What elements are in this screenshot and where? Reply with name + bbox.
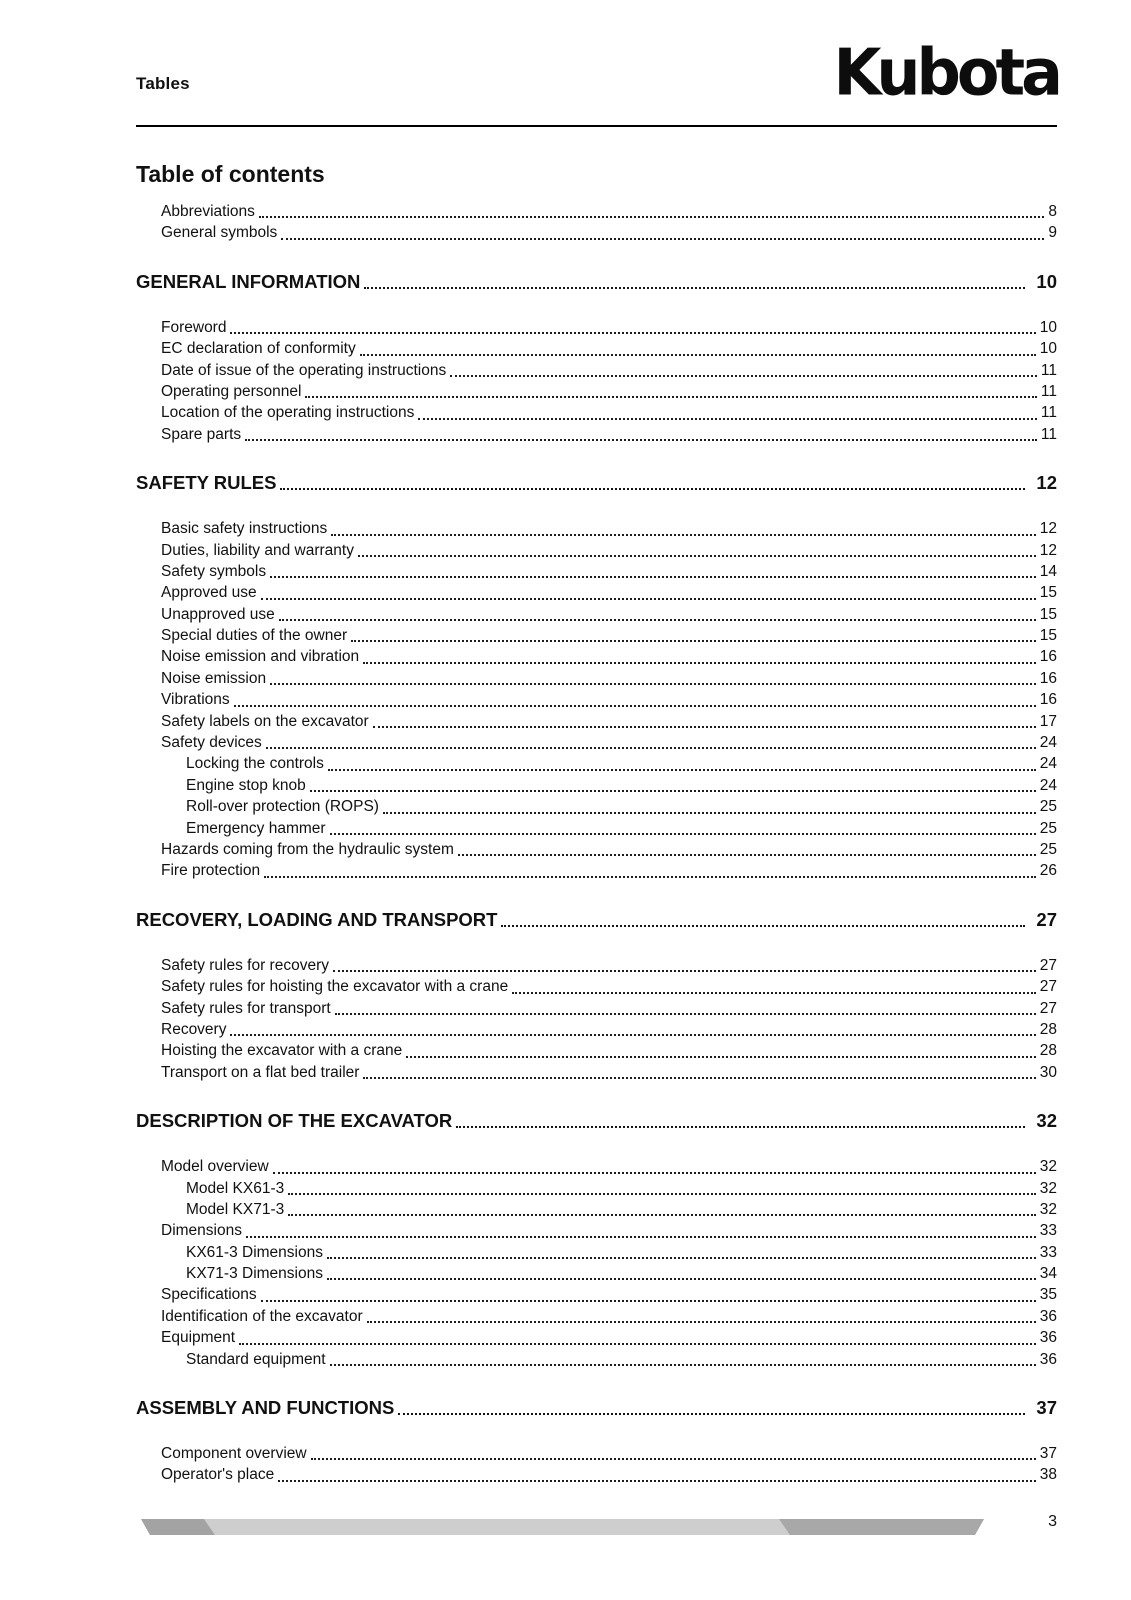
- dot-leader: [303, 381, 1038, 402]
- toc-item-label: KX61-3 Dimensions: [186, 1243, 323, 1261]
- toc-item-label: Fire protection: [161, 862, 261, 880]
- toc-item-page-number: 16: [1039, 669, 1057, 687]
- toc-entry-row[interactable]: [136, 1464, 1057, 1485]
- dot-leader: [277, 604, 1038, 625]
- toc-item-page-number: 11: [1040, 382, 1057, 400]
- toc-entry-row[interactable]: [136, 796, 1057, 817]
- toc-entry-row[interactable]: [136, 540, 1057, 561]
- dot-leader: [309, 1443, 1038, 1464]
- toc-item-page-number: 27: [1039, 978, 1057, 996]
- toc-item-label: Hazards coming from the hydraulic system: [161, 840, 454, 858]
- dot-leader: [228, 317, 1037, 338]
- toc-item-label: Special duties of the owner: [161, 627, 348, 645]
- toc-item-label: Recovery: [161, 1020, 227, 1038]
- toc-item-label: Spare parts: [161, 425, 242, 443]
- toc-item-label: Engine stop knob: [186, 776, 306, 794]
- toc-entry-row[interactable]: [136, 976, 1057, 997]
- toc-item-label: Safety symbols: [161, 562, 267, 580]
- toc-entry-row[interactable]: [136, 775, 1057, 796]
- dot-leader: [244, 1220, 1038, 1241]
- toc-item-label: Specifications: [161, 1286, 257, 1304]
- dot-leader: [499, 908, 1027, 932]
- toc-heading-row[interactable]: [136, 471, 1057, 495]
- toc-entry-row[interactable]: [136, 338, 1057, 359]
- toc-item-page-number: 27: [1036, 908, 1057, 930]
- dot-leader: [448, 360, 1039, 381]
- toc-item-page-number: 11: [1040, 361, 1057, 379]
- toc-item-page-number: 24: [1039, 755, 1057, 773]
- toc-item-label: Equipment: [161, 1329, 236, 1347]
- toc-item-page-number: 25: [1039, 819, 1057, 837]
- toc-item-page-number: 33: [1039, 1243, 1057, 1261]
- toc-item-page-number: 32: [1039, 1200, 1057, 1218]
- toc-entry-row[interactable]: [136, 753, 1057, 774]
- toc-entry-row[interactable]: [136, 424, 1057, 445]
- header-divider: [136, 125, 1057, 127]
- toc-entry-row[interactable]: [136, 668, 1057, 689]
- toc-item-label: Emergency hammer: [186, 819, 326, 837]
- dot-leader: [328, 1349, 1038, 1370]
- toc-entry-row[interactable]: [136, 561, 1057, 582]
- dot-leader: [404, 1040, 1038, 1061]
- toc-item-label: Component overview: [161, 1445, 307, 1463]
- toc-item-page-number: 32: [1036, 1110, 1057, 1132]
- toc-item-label: EC declaration of conformity: [161, 340, 356, 358]
- toc-item-page-number: 34: [1039, 1265, 1057, 1283]
- toc-entry-row[interactable]: [136, 625, 1057, 646]
- toc-item-page-number: 32: [1039, 1179, 1057, 1197]
- dot-leader: [278, 471, 1027, 495]
- toc-entry-row[interactable]: [136, 1156, 1057, 1177]
- dot-leader: [328, 818, 1038, 839]
- dot-leader: [329, 518, 1037, 539]
- toc-item-label: Transport on a flat bed trailer: [161, 1063, 360, 1081]
- toc-item-label: Safety rules for recovery: [161, 956, 329, 974]
- dot-leader: [237, 1327, 1038, 1348]
- dot-leader: [268, 561, 1038, 582]
- toc-entry-row[interactable]: [136, 402, 1057, 423]
- toc-item-label: Model KX61-3: [186, 1179, 285, 1197]
- toc-item-page-number: 9: [1048, 224, 1057, 242]
- dot-leader: [268, 668, 1038, 689]
- dot-leader: [232, 689, 1038, 710]
- toc-entry-row[interactable]: [136, 732, 1057, 753]
- dot-leader: [331, 955, 1038, 976]
- toc-item-label: Standard equipment: [186, 1350, 326, 1368]
- dot-leader: [361, 1062, 1037, 1083]
- table-of-contents: [136, 201, 1057, 1486]
- toc-item-page-number: 16: [1039, 691, 1057, 709]
- toc-item-page-number: 10: [1036, 270, 1057, 292]
- toc-entry-row[interactable]: [136, 839, 1057, 860]
- toc-entry-row[interactable]: [136, 381, 1057, 402]
- dot-leader: [286, 1178, 1038, 1199]
- toc-item-page-number: 27: [1039, 956, 1057, 974]
- toc-item-label: Identification of the excavator: [161, 1307, 363, 1325]
- toc-item-label: Model KX71-3: [186, 1200, 285, 1218]
- toc-item-label: Vibrations: [161, 691, 230, 709]
- toc-item-label: Noise emission: [161, 669, 267, 687]
- toc-item-page-number: 24: [1039, 776, 1057, 794]
- kubota-logo: Kubota: [833, 34, 1059, 111]
- toc-item-page-number: 15: [1039, 584, 1057, 602]
- toc-item-page-number: 30: [1039, 1063, 1057, 1081]
- toc-item-label: Locking the controls: [186, 755, 324, 773]
- toc-item-label: Date of issue of the operating instructions: [161, 361, 447, 379]
- toc-item-page-number: 17: [1039, 712, 1057, 730]
- toc-item-label: Dimensions: [161, 1222, 242, 1240]
- toc-item-label: Noise emission and vibration: [161, 648, 360, 666]
- toc-entry-row[interactable]: [136, 1019, 1057, 1040]
- dot-leader: [361, 646, 1038, 667]
- toc-entry-row[interactable]: [136, 860, 1057, 881]
- toc-entry-row[interactable]: [136, 1306, 1057, 1327]
- toc-entry-row[interactable]: [136, 201, 1057, 222]
- toc-entry-row[interactable]: [136, 1327, 1057, 1348]
- toc-entry-row[interactable]: [136, 1199, 1057, 1220]
- toc-item-label: Safety rules for transport: [161, 999, 331, 1017]
- toc-item-page-number: 35: [1039, 1286, 1057, 1304]
- page-title: Table of contents: [136, 161, 325, 188]
- toc-entry-row[interactable]: [136, 955, 1057, 976]
- toc-item-page-number: 12: [1039, 541, 1057, 559]
- toc-item-page-number: 16: [1039, 648, 1057, 666]
- dot-leader: [262, 860, 1038, 881]
- dot-leader: [271, 1156, 1038, 1177]
- toc-item-label: RECOVERY, LOADING AND TRANSPORT: [136, 908, 498, 930]
- toc-item-page-number: 12: [1036, 472, 1057, 494]
- toc-item-page-number: 28: [1039, 1042, 1057, 1060]
- dot-leader: [365, 1306, 1038, 1327]
- toc-item-page-number: 11: [1040, 425, 1057, 443]
- toc-heading-row[interactable]: [136, 908, 1057, 932]
- dot-leader: [362, 270, 1027, 294]
- toc-item-page-number: 15: [1039, 627, 1057, 645]
- header-section-label: Tables: [136, 74, 190, 93]
- toc-entry-row[interactable]: [136, 689, 1057, 710]
- toc-item-page-number: 26: [1039, 862, 1057, 880]
- toc-entry-row[interactable]: [136, 1062, 1057, 1083]
- dot-leader: [279, 222, 1046, 243]
- dot-leader: [264, 732, 1038, 753]
- dot-leader: [349, 625, 1038, 646]
- toc-item-label: SAFETY RULES: [136, 472, 277, 494]
- dot-leader: [356, 540, 1038, 561]
- toc-entry-row[interactable]: [136, 998, 1057, 1019]
- toc-item-label: ASSEMBLY AND FUNCTIONS: [136, 1397, 395, 1419]
- dot-leader: [381, 796, 1038, 817]
- toc-entry-row[interactable]: [136, 818, 1057, 839]
- toc-entry-row[interactable]: [136, 1443, 1057, 1464]
- toc-item-label: General symbols: [161, 224, 278, 242]
- toc-entry-row[interactable]: [136, 711, 1057, 732]
- toc-entry-row[interactable]: [136, 1242, 1057, 1263]
- dot-leader: [456, 839, 1038, 860]
- toc-item-label: KX71-3 Dimensions: [186, 1265, 323, 1283]
- toc-item-label: Basic safety instructions: [161, 520, 328, 538]
- toc-item-page-number: 38: [1039, 1466, 1057, 1484]
- toc-item-page-number: 8: [1048, 203, 1057, 220]
- toc-heading-row[interactable]: [136, 1109, 1057, 1133]
- toc-item-label: Duties, liability and warranty: [161, 541, 354, 559]
- toc-heading-row[interactable]: [136, 1396, 1057, 1420]
- toc-item-label: Unapproved use: [161, 605, 275, 623]
- toc-item-page-number: 12: [1039, 520, 1057, 538]
- page-number: 3: [1048, 1513, 1057, 1530]
- toc-item-page-number: 27: [1039, 999, 1057, 1017]
- toc-item-page-number: 11: [1040, 404, 1057, 422]
- toc-item-page-number: 25: [1039, 840, 1057, 858]
- toc-item-label: Operator's place: [161, 1466, 275, 1484]
- toc-item-label: Location of the operating instructions: [161, 404, 415, 422]
- toc-item-page-number: 25: [1039, 798, 1057, 816]
- dot-leader: [286, 1199, 1038, 1220]
- toc-entry-row[interactable]: [136, 222, 1057, 243]
- dot-leader: [333, 998, 1038, 1019]
- dot-leader: [454, 1109, 1027, 1133]
- toc-item-label: Safety devices: [161, 734, 262, 752]
- toc-item-page-number: 10: [1039, 340, 1057, 358]
- dot-leader: [325, 1263, 1038, 1284]
- dot-leader: [396, 1396, 1027, 1420]
- toc-item-label: Approved use: [161, 584, 257, 602]
- toc-entry-row[interactable]: [136, 1040, 1057, 1061]
- toc-item-page-number: 10: [1039, 318, 1057, 336]
- toc-item-page-number: 36: [1039, 1307, 1057, 1325]
- dot-leader: [259, 582, 1038, 603]
- toc-item-page-number: 24: [1039, 734, 1057, 752]
- toc-item-page-number: 37: [1036, 1397, 1057, 1419]
- toc-item-page-number: 37: [1039, 1445, 1057, 1463]
- toc-entry-row[interactable]: [136, 604, 1057, 625]
- toc-item-page-number: 36: [1039, 1329, 1057, 1347]
- dot-leader: [510, 976, 1038, 997]
- toc-item-label: Abbreviations: [161, 203, 255, 220]
- toc-item-label: GENERAL INFORMATION: [136, 270, 361, 292]
- toc-entry-row[interactable]: [136, 646, 1057, 667]
- toc-entry-row[interactable]: [136, 1263, 1057, 1284]
- toc-entry-row[interactable]: [136, 1220, 1057, 1241]
- toc-entry-row[interactable]: [136, 317, 1057, 338]
- toc-item-page-number: 36: [1039, 1350, 1057, 1368]
- toc-entry-row[interactable]: [136, 582, 1057, 603]
- dot-leader: [325, 1242, 1038, 1263]
- toc-item-label: Hoisting the excavator with a crane: [161, 1042, 403, 1060]
- dot-leader: [308, 775, 1038, 796]
- toc-heading-row[interactable]: [136, 270, 1057, 294]
- dot-leader: [358, 338, 1038, 359]
- toc-item-label: Foreword: [161, 318, 227, 336]
- toc-item-page-number: 14: [1039, 562, 1057, 580]
- dot-leader: [259, 1284, 1038, 1305]
- dot-leader: [257, 201, 1046, 222]
- dot-leader: [243, 424, 1039, 445]
- dot-leader: [416, 402, 1039, 423]
- toc-entry-row[interactable]: [136, 1178, 1057, 1199]
- dot-leader: [371, 711, 1038, 732]
- dot-leader: [276, 1464, 1038, 1485]
- toc-entry-row[interactable]: [136, 360, 1057, 381]
- toc-item-label: Roll-over protection (ROPS): [186, 798, 379, 816]
- dot-leader: [326, 753, 1038, 774]
- toc-item-page-number: 28: [1039, 1020, 1057, 1038]
- toc-item-label: DESCRIPTION OF THE EXCAVATOR: [136, 1110, 453, 1132]
- toc-item-label: Operating personnel: [161, 382, 302, 400]
- toc-item-label: Model overview: [161, 1158, 269, 1176]
- toc-item-page-number: 32: [1039, 1158, 1057, 1176]
- toc-entry-row[interactable]: [136, 518, 1057, 539]
- toc-entry-row[interactable]: [136, 1349, 1057, 1370]
- toc-entry-row[interactable]: [136, 1284, 1057, 1305]
- toc-item-page-number: 15: [1039, 605, 1057, 623]
- dot-leader: [228, 1019, 1037, 1040]
- toc-item-page-number: 33: [1039, 1222, 1057, 1240]
- toc-item-label: Safety rules for hoisting the excavator with a crane: [161, 978, 509, 996]
- toc-item-label: Safety labels on the excavator: [161, 712, 369, 730]
